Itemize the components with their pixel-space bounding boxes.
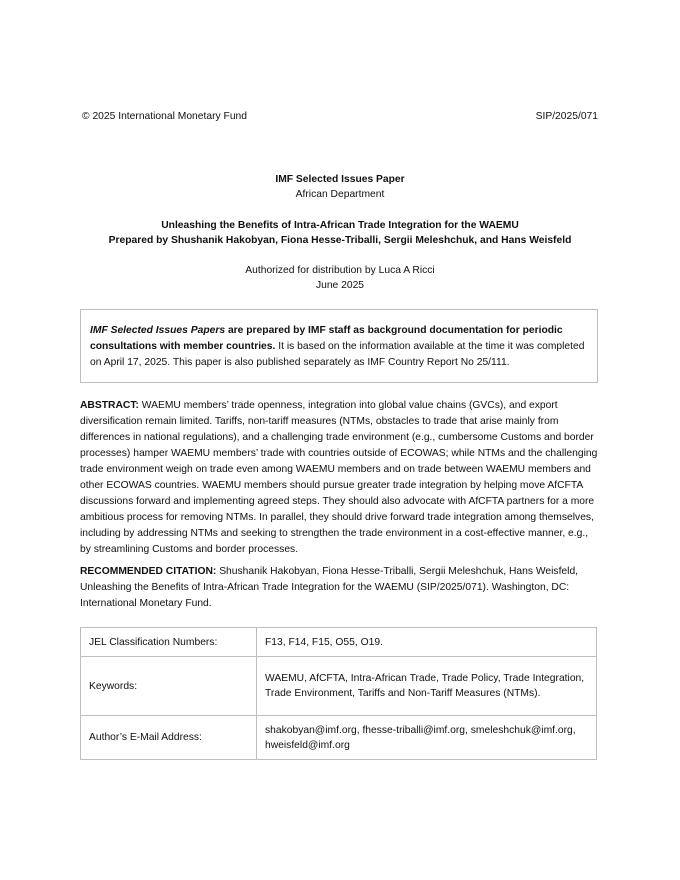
jel-value: F13, F14, F15, O55, O19. bbox=[257, 628, 597, 657]
disclaimer-series-name: IMF Selected Issues Papers bbox=[90, 325, 226, 336]
keywords-value: WAEMU, AfCFTA, Intra-African Trade, Trade Policy, Trade Integration, Trade Environment, Tariffs and Non-Tariff Measures (NTMs). bbox=[257, 657, 597, 716]
jel-label: JEL Classification Numbers: bbox=[81, 628, 257, 657]
disclaimer-text: It is based on the information available at the time it was completed on April 17, 2025. This paper is also published separately as IMF Country Report No 25/111. bbox=[90, 341, 585, 368]
page-header bbox=[82, 111, 598, 122]
series-title: IMF Selected Issues Paper bbox=[275, 174, 405, 185]
table-row bbox=[81, 716, 597, 760]
table-row bbox=[81, 657, 597, 716]
abstract-paragraph bbox=[80, 398, 600, 558]
authorized-by: Authorized for distribution by Luca A Ricci bbox=[245, 265, 435, 276]
citation-paragraph bbox=[80, 564, 600, 612]
keywords-label: Keywords: bbox=[81, 657, 257, 716]
copyright-notice: © 2025 International Monetary Fund bbox=[82, 111, 248, 122]
paper-title-block bbox=[80, 218, 600, 248]
citation-text: Shushanik Hakobyan, Fiona Hesse-Triballi, Sergii Meleshchuk, Hans Weisfeld, Unleashing the Benefits of Intra-African Trade Integration for the WAEMU (SIP/2025/071). Washington, DC: International Monetary Fund. bbox=[80, 566, 579, 609]
department-name: African Department bbox=[295, 189, 385, 200]
citation-label: RECOMMENDED CITATION: bbox=[80, 566, 217, 577]
abstract-text: WAEMU members’ trade openness, integration into global value chains (GVCs), and export diversification remain limited. Tariffs, non-tariff measures (NTMs, obstacles to trade that arise mainly from differences in national regulations), and a challenging trade environment (e.g., cumbersome Customs and border processes) hamper WAEMU members’ trade with countries outside of ECOWAS; while NTMs and the challenging trade environment weigh on trade even among WAEMU members and on trade between WAEMU members and other ECOWAS countries. WAEMU members should pursue greater trade integration by helping move AfCFTA discussions forward and implementing agreed steps. They should also advocate with AfCFTA partners for a more ambitious process for removing NTMs. In parallel, they should drive forward trade integration among themselves, including by addressing NTMs and seeking to strengthen the trade environment in a cost-effective manner, e.g., by streamlining Customs and border processes. bbox=[80, 400, 598, 555]
abstract-label: ABSTRACT: bbox=[80, 400, 139, 411]
table-row bbox=[81, 628, 597, 657]
disclaimer-box bbox=[80, 309, 598, 383]
publication-date: June 2025 bbox=[315, 280, 365, 291]
paper-title: Unleashing the Benefits of Intra-African Trade Integration for the WAEMU bbox=[161, 220, 519, 231]
authorization-block bbox=[80, 263, 600, 293]
email-value: shakobyan@imf.org, fhesse-triballi@imf.org, smeleshchuk@imf.org, hweisfeld@imf.org bbox=[257, 716, 597, 760]
classification-table bbox=[80, 627, 597, 760]
series-block bbox=[80, 172, 600, 202]
paper-number: SIP/2025/071 bbox=[535, 111, 598, 122]
email-label: Author’s E-Mail Address: bbox=[81, 716, 257, 760]
prepared-by: Prepared by Shushanik Hakobyan, Fiona Hesse-Triballi, Sergii Meleshchuk, and Hans Weisfeld bbox=[108, 235, 572, 246]
disclaimer-bold-text: are prepared by IMF staff as background documentation for periodic consultations with member countries. bbox=[90, 325, 563, 352]
